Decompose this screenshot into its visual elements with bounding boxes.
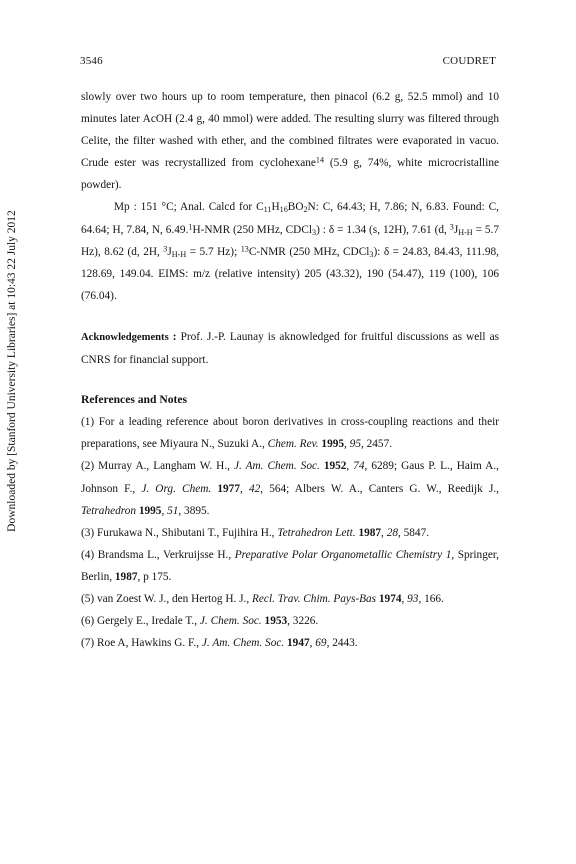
h-nmr-text: H-NMR (250 MHz, CDCl <box>192 223 313 236</box>
reference-item: (1) For a leading reference about boron derivatives in cross-coupling reactions and their preparations, see Miyaura N., Suzuki A., Chem. Rev. 1995, 95, 2457. <box>81 416 499 451</box>
procedure-paragraph <box>81 86 499 196</box>
reference-item: (2) Murray A., Langham W. H., J. Am. Chem. Soc. 1952, 74, 6289; Gaus P. L., Haim A., Johnson F., J. Org. Chem. 1977, 42, 564; Albers W. A., Canters G. W., Reedijk J., Tetrahedron 1995, 51, 3895. <box>81 460 500 517</box>
page-number: 3546 <box>80 55 103 67</box>
procedure-text-end: (5.9 g, 74%, white microcristalline powder). <box>81 157 499 192</box>
reference-item: (5) van Zoest W. J., den Hertog H. J., Recl. Trav. Chim. Pays-Bas 1974, 93, 166. <box>81 592 444 605</box>
melting-point-text: Mp : 151 °C; Anal. Calcd for C <box>114 201 264 214</box>
acknowledgements-heading: Acknowledgements <box>81 331 169 343</box>
acknowledgements-paragraph: Acknowledgements : Prof. J.-P. Launay is aknowledged for fruitful discussions as well as CNRS for financial support. <box>81 330 499 367</box>
c-nmr-text: C-NMR (250 MHz, CDCl <box>248 245 370 258</box>
running-title: COUDRET <box>442 55 496 67</box>
reference-item: (7) Roe A, Hawkins G. F., J. Am. Chem. Soc. 1947, 69, 2443. <box>81 637 358 650</box>
analysis-text: N: C, 64.43; H, 7.86; N, 6.83. Found: C, 64.64; H, 7.84, N, 6.49. <box>81 201 499 236</box>
reference-item: (3) Furukawa N., Shibutani T., Fujihira H., Tetrahedron Lett. 1987, 28, 5847. <box>81 526 430 539</box>
procedure-text: slowly over two hours up to room temperature, then pinacol (6.2 g, 52.5 mmol) and 10 minutes later AcOH (2.4 g, 40 mmol) were added. The resulting slurry was filtered through Celite, the filter washed with ether, and the combined filtrates were evaporated in vacuo. Crude ester was recrystallized from cyclohexane <box>81 91 499 170</box>
reference-item: (4) Brandsma L., Verkruijsse H., Preparative Polar Organometallic Chemistry 1, Springer, Berlin, 1987, p 175. <box>81 548 499 583</box>
article-body <box>81 86 499 654</box>
note-reference: 14 <box>315 155 324 165</box>
spacer <box>81 371 499 389</box>
characterization-paragraph: Mp : 151 °C; Anal. Calcd for $C_{11}H_{16}BO_2N$: C, 64.43; H, 7.86; N, 6.83. Found: C, 64.64; H, 7.84, N, 6.49.$^1$H-NMR (250 MHz, CDCl$_3$) : δ = 1.34 (s, 12H), 7.61 (d, $^3J_{H-H} = 5.7$ Hz), 8.62 (d, 2H, $^3J_{H-H} = 5.7$ Hz); $^{13}$C-NMR (250 MHz, CDCl$_3$): δ = 24.83, 84.43, 111.98, 128.69, 149.04. EIMS: m/z (relative intensity) 205 (43.32), 190 (54.47), 119 (100), 106 (76.04). <box>81 201 500 302</box>
acknowledgements-text: Prof. J.-P. Launay is aknowledged for fruitful discussions as well as CNRS for financial support. <box>81 330 499 367</box>
reference-item: (6) Gergely E., Iredale T., J. Chem. Soc. 1953, 3226. <box>81 615 319 628</box>
spacer <box>81 307 499 326</box>
references-title: References and Notes <box>81 393 188 407</box>
download-watermark: Downloaded by [Stanford University Libraries] at 10:43 22 July 2012 <box>6 210 18 532</box>
